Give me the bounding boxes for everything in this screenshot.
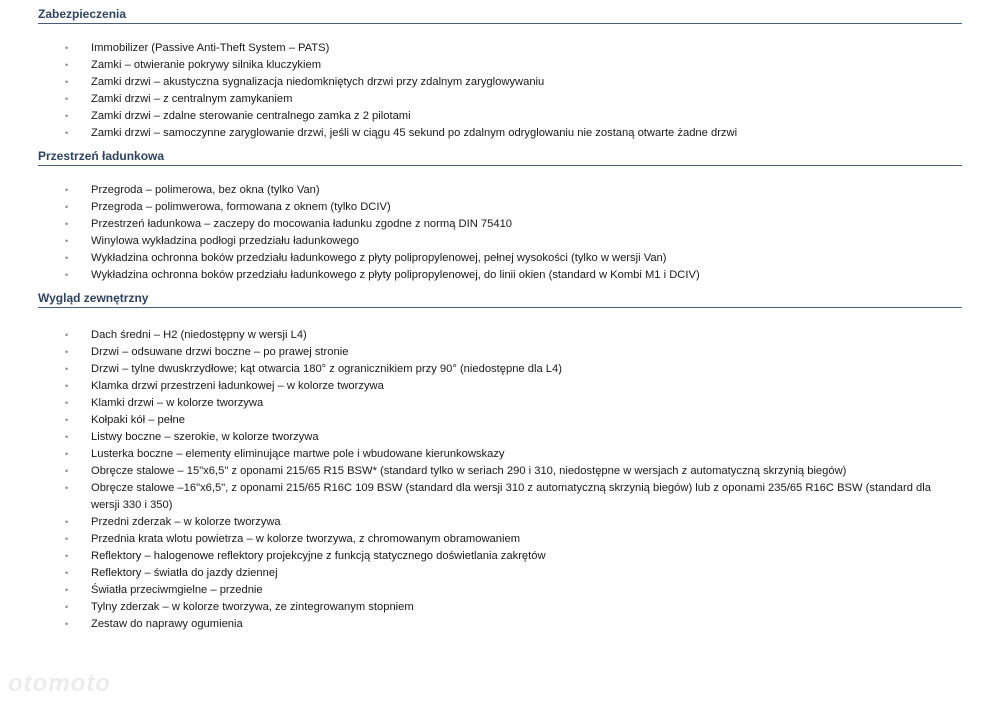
list-item [65,40,931,57]
bullet-icon: • [65,94,69,104]
item-list [0,24,1000,142]
bullet-icon: • [65,364,69,374]
bullet-icon: • [65,330,69,340]
item-text: Światła przeciwmgielne – przednie [91,584,263,596]
item-text: Dach średni – H2 (niedostępny w wersji L4) [91,329,307,341]
bullet-icon: • [65,466,69,476]
section-przestrzen-ladunkowa [0,142,1000,284]
list-item [65,57,931,74]
item-text: Listwy boczne – szerokie, w kolorze tworzywa [91,431,319,443]
bullet-icon: • [65,398,69,408]
item-text: Reflektory – halogenowe reflektory projekcyjne z funkcją statycznego doświetlania zakrętów [91,550,546,562]
bullet-icon: • [65,381,69,391]
item-text: Zamki drzwi – z centralnym zamykaniem [91,93,293,105]
section-zabezpieczenia [0,0,1000,142]
bullet-icon: • [65,270,69,280]
bullet-icon: • [65,236,69,246]
bullet-icon: • [65,253,69,263]
item-list [0,166,1000,284]
list-item [65,250,931,267]
list-item [65,74,931,91]
item-text: Zamki drzwi – zdalne sterowanie centralnego zamka z 2 pilotami [91,110,411,122]
bullet-icon: • [65,111,69,121]
bullet-icon: • [65,415,69,425]
list-item [65,361,931,378]
list-item [65,267,931,284]
list-item [65,233,931,250]
list-item [65,565,931,582]
list-item [65,344,931,361]
item-text: Zamki – otwieranie pokrywy silnika kluczykiem [91,59,322,71]
bullet-icon: • [65,483,69,493]
bullet-icon: • [65,128,69,138]
bullet-icon: • [65,551,69,561]
list-item [65,463,931,480]
item-text: Klamka drzwi przestrzeni ładunkowej – w kolorze tworzywa [91,380,384,392]
list-item [65,327,931,344]
item-text: Wykładzina ochronna boków przedziału ładunkowego z płyty polipropylenowej, do linii okien (standard w Kombi M1 i DCIV) [91,269,700,281]
list-item [65,108,931,125]
item-text: Reflektory – światła do jazdy dziennej [91,567,278,579]
item-text: Przegroda – polimerowa, bez okna (tylko Van) [91,184,320,196]
list-item [65,446,931,463]
section-title: Wygląd zewnętrzny [38,284,962,308]
list-item [65,395,931,412]
watermark-logo: otomoto [8,670,111,697]
item-text: Winylowa wykładzina podłogi przedziału ładunkowego [91,235,360,247]
bullet-icon: • [65,602,69,612]
bullet-icon: • [65,517,69,527]
list-item [65,582,931,599]
item-text: Immobilizer (Passive Anti-Theft System – PATS) [91,42,330,54]
item-text: Obręcze stalowe – 15"x6,5" z oponami 215/65 R15 BSW* (standard tylko w seriach 290 i 310, niedostępne w wersjach z automatyczną skrzynią biegów) [91,465,847,477]
list-item [65,125,931,142]
list-item [65,199,931,216]
section-title: Przestrzeń ładunkowa [38,142,962,166]
list-item [65,91,931,108]
item-text: Wykładzina ochronna boków przedziału ładunkowego z płyty polipropylenowej, pełnej wysokości (tylko w wersji Van) [91,252,667,264]
item-text: Lusterka boczne – elementy eliminujące martwe pole i wbudowane kierunkowskazy [91,448,505,460]
bullet-icon: • [65,585,69,595]
list-item [65,216,931,233]
bullet-icon: • [65,534,69,544]
item-text: Zamki drzwi – samoczynne zaryglowanie drzwi, jeśli w ciągu 45 sekund po zdalnym odryglowaniu nie zostaną otwarte żadne drzwi [91,127,738,139]
bullet-icon: • [65,60,69,70]
section-title: Zabezpieczenia [38,0,962,24]
bullet-icon: • [65,619,69,629]
item-text: Przednia krata wlotu powietrza – w kolorze tworzywa, z chromowanym obramowaniem [91,533,521,545]
list-item [65,378,931,395]
bullet-icon: • [65,347,69,357]
list-item [65,531,931,548]
list-item [65,480,931,514]
list-item [65,616,931,633]
item-text: Zestaw do naprawy ogumienia [91,618,243,630]
section-wyglad-zewnetrzny [0,284,1000,633]
bullet-icon: • [65,432,69,442]
list-item [65,182,931,199]
list-item [65,514,931,531]
bullet-icon: • [65,568,69,578]
list-item [65,412,931,429]
item-text: Obręcze stalowe –16"x6,5", z oponami 215/65 R16C 109 BSW (standard dla wersji 310 z automatyczną skrzynią biegów) lub z oponami 235/65 R16C BSW (standard dla wersji 330 i 350) [91,482,931,511]
item-text: Drzwi – tylne dwuskrzydłowe; kąt otwarcia 180° z ogranicznikiem przy 90° (niedostępne dla L4) [91,363,562,375]
item-text: Przegroda – polimwerowa, formowana z oknem (tylko DCIV) [91,201,391,213]
bullet-icon: • [65,202,69,212]
bullet-icon: • [65,449,69,459]
list-item [65,599,931,616]
item-text: Przestrzeń ładunkowa – zaczepy do mocowania ładunku zgodne z normą DIN 75410 [91,218,513,230]
item-text: Tylny zderzak – w kolorze tworzywa, ze zintegrowanym stopniem [91,601,414,613]
item-text: Drzwi – odsuwane drzwi boczne – po prawej stronie [91,346,349,358]
bullet-icon: • [65,77,69,87]
list-item [65,429,931,446]
list-item [65,548,931,565]
bullet-icon: • [65,219,69,229]
bullet-icon: • [65,43,69,53]
item-text: Zamki drzwi – akustyczna sygnalizacja niedomkniętych drzwi przy zdalnym zaryglowywaniu [91,76,545,88]
item-text: Klamki drzwi – w kolorze tworzywa [91,397,264,409]
bullet-icon: • [65,185,69,195]
item-list [0,308,1000,633]
item-text: Przedni zderzak – w kolorze tworzywa [91,516,281,528]
item-text: Kołpaki kół – pełne [91,414,185,426]
